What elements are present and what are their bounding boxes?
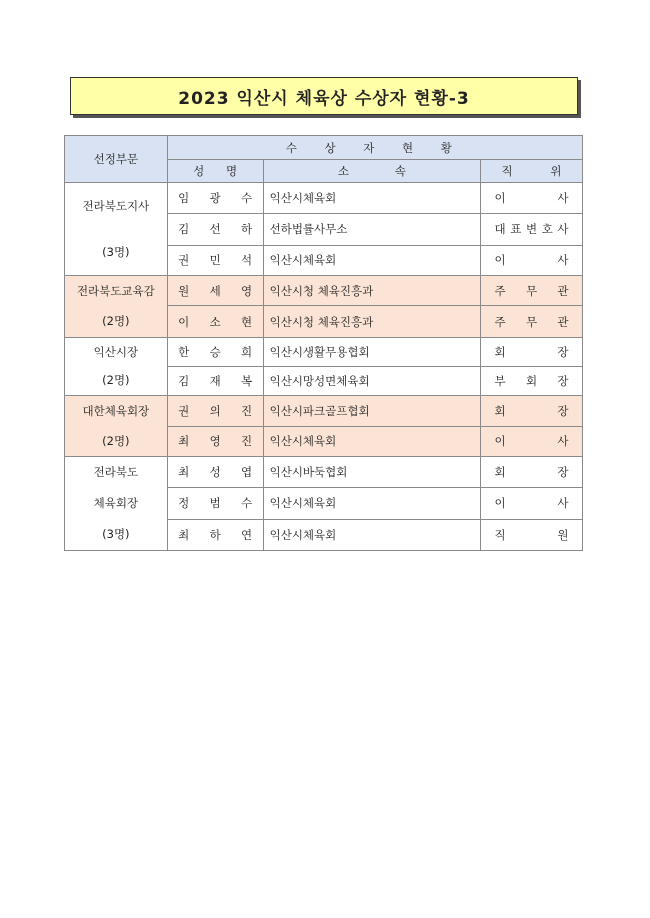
position-char: 표 (510, 222, 522, 237)
name-char: 민 (209, 253, 221, 268)
position-char: 사 (557, 434, 569, 449)
position-char: 무 (525, 314, 538, 329)
position-char: 변 (525, 222, 538, 237)
category-label: (3명) (102, 527, 130, 541)
position-char: 주 (494, 314, 506, 329)
position-char: 장 (557, 465, 569, 480)
recipient-organization: 익산시청 체육진흥과 (263, 306, 480, 338)
position-char: 장 (557, 403, 569, 418)
name-char: 김 (178, 222, 190, 237)
recipient-position (481, 519, 583, 550)
category-label: (3명) (102, 244, 130, 259)
table-row (65, 396, 583, 427)
recipient-name (167, 276, 263, 306)
name-char: 재 (209, 374, 221, 388)
position-char: 호 (541, 222, 553, 237)
name-char: 세 (209, 283, 221, 298)
header-name-char: 성 (193, 164, 205, 178)
name-char: 수 (241, 496, 253, 511)
name-char: 영 (209, 434, 221, 449)
header-position-char: 위 (550, 164, 562, 178)
name-char: 성 (209, 465, 221, 480)
category-label: (2명) (102, 373, 130, 388)
category-label: 전라북도지사 (82, 198, 150, 213)
recipient-position (481, 306, 583, 338)
name-char: 최 (178, 527, 190, 542)
name-char: 최 (178, 434, 190, 449)
name-char: 정 (178, 496, 190, 511)
header-name-char: 명 (226, 164, 238, 178)
position-char: 장 (557, 345, 569, 359)
position-char: 이 (494, 434, 506, 449)
table-row (65, 183, 583, 214)
recipient-name (167, 183, 263, 214)
name-char: 의 (209, 403, 221, 418)
name-char: 복 (241, 374, 253, 388)
position-char: 직 (494, 527, 506, 542)
position-char: 관 (557, 283, 569, 298)
header-name (167, 160, 263, 183)
recipient-name (167, 214, 263, 245)
recipient-position (481, 457, 583, 488)
category-label: 전라북도교육감 (76, 283, 155, 298)
name-char: 최 (178, 465, 190, 480)
name-char: 현 (241, 314, 253, 329)
category-label: 대한체육회장 (82, 403, 150, 418)
recipient-organization: 익산시체육회 (263, 488, 480, 519)
name-char: 임 (178, 191, 190, 206)
recipient-name (167, 488, 263, 519)
name-char: 석 (241, 253, 253, 268)
header-org-char: 소 (337, 164, 349, 178)
name-char: 선 (209, 222, 221, 237)
name-char: 영 (241, 283, 253, 298)
recipient-position (481, 367, 583, 396)
recipient-organization: 익산시체육회 (263, 183, 480, 214)
position-char: 사 (557, 191, 569, 206)
name-char: 엽 (241, 465, 253, 480)
position-char: 관 (557, 314, 569, 329)
name-char: 원 (178, 283, 190, 298)
recipient-name (167, 338, 263, 367)
position-char: 무 (525, 283, 538, 298)
position-char: 대 (494, 222, 506, 237)
recipient-name (167, 245, 263, 275)
recipient-organization: 선하법률사무소 (263, 214, 480, 245)
recipient-position (481, 488, 583, 519)
recipient-organization: 익산시망성면체육회 (263, 367, 480, 396)
name-char: 이 (178, 314, 190, 329)
recipient-name (167, 426, 263, 457)
position-char: 회 (525, 374, 538, 388)
category-cell (65, 396, 168, 457)
name-char: 승 (209, 345, 221, 359)
position-char: 이 (494, 253, 506, 268)
recipient-name (167, 519, 263, 550)
position-char: 회 (494, 345, 506, 359)
recipient-organization: 익산시생활무용협회 (263, 338, 480, 367)
category-label: 체육회장 (93, 496, 139, 510)
recipient-organization: 익산시청 체육진흥과 (263, 276, 480, 306)
position-char: 원 (557, 527, 569, 542)
header-category: 선정부문 (65, 136, 168, 183)
category-label: 익산시장 (93, 344, 139, 359)
position-char: 주 (494, 283, 506, 298)
recipient-position (481, 276, 583, 306)
recipient-organization: 익산시체육회 (263, 426, 480, 457)
category-label: (2명) (102, 433, 130, 448)
category-cell (65, 276, 168, 338)
header-org (263, 160, 480, 183)
name-char: 광 (209, 191, 221, 206)
recipient-name (167, 367, 263, 396)
name-char: 연 (241, 527, 253, 542)
table-row (65, 457, 583, 488)
name-char: 희 (241, 345, 253, 359)
header-group: 수 상 자 현 황 (167, 136, 582, 160)
recipient-name (167, 457, 263, 488)
category-label: 전라북도 (93, 465, 139, 479)
table-row (65, 338, 583, 367)
position-char: 사 (557, 222, 569, 237)
position-char: 회 (494, 465, 506, 480)
position-char: 사 (557, 253, 569, 268)
recipient-name (167, 396, 263, 427)
name-char: 권 (178, 403, 190, 418)
header-org-char: 속 (394, 164, 406, 178)
position-char: 사 (557, 496, 569, 511)
position-char: 이 (494, 191, 506, 206)
recipient-position (481, 396, 583, 427)
header-position-char: 직 (501, 164, 513, 178)
category-cell (65, 338, 168, 396)
position-char: 장 (557, 374, 569, 388)
recipient-position (481, 183, 583, 214)
name-char: 소 (209, 314, 221, 329)
position-char: 회 (494, 403, 506, 418)
position-char: 이 (494, 496, 506, 511)
recipient-position (481, 245, 583, 275)
name-char: 진 (241, 434, 253, 449)
table-row (65, 276, 583, 306)
name-char: 범 (209, 496, 221, 511)
name-char: 하 (209, 527, 221, 542)
name-char: 진 (241, 403, 253, 418)
name-char: 하 (241, 222, 253, 237)
category-label: (2명) (102, 314, 130, 329)
name-char: 김 (178, 374, 190, 388)
recipient-name (167, 306, 263, 338)
category-cell (65, 183, 168, 276)
name-char: 한 (178, 345, 190, 359)
category-cell (65, 457, 168, 551)
recipient-position (481, 338, 583, 367)
name-char: 권 (178, 253, 190, 268)
recipient-organization: 익산시체육회 (263, 519, 480, 550)
recipient-position (481, 426, 583, 457)
recipient-position (481, 214, 583, 245)
recipient-organization: 익산시체육회 (263, 245, 480, 275)
position-char: 부 (494, 374, 506, 388)
name-char: 수 (241, 191, 253, 206)
recipient-organization: 익산시바둑협회 (263, 457, 480, 488)
page-title: 2023 익산시 체육상 수상자 현황-3 (70, 77, 578, 115)
recipient-organization: 익산시파크골프협회 (263, 396, 480, 427)
awards-table (64, 135, 583, 551)
header-position (481, 160, 583, 183)
